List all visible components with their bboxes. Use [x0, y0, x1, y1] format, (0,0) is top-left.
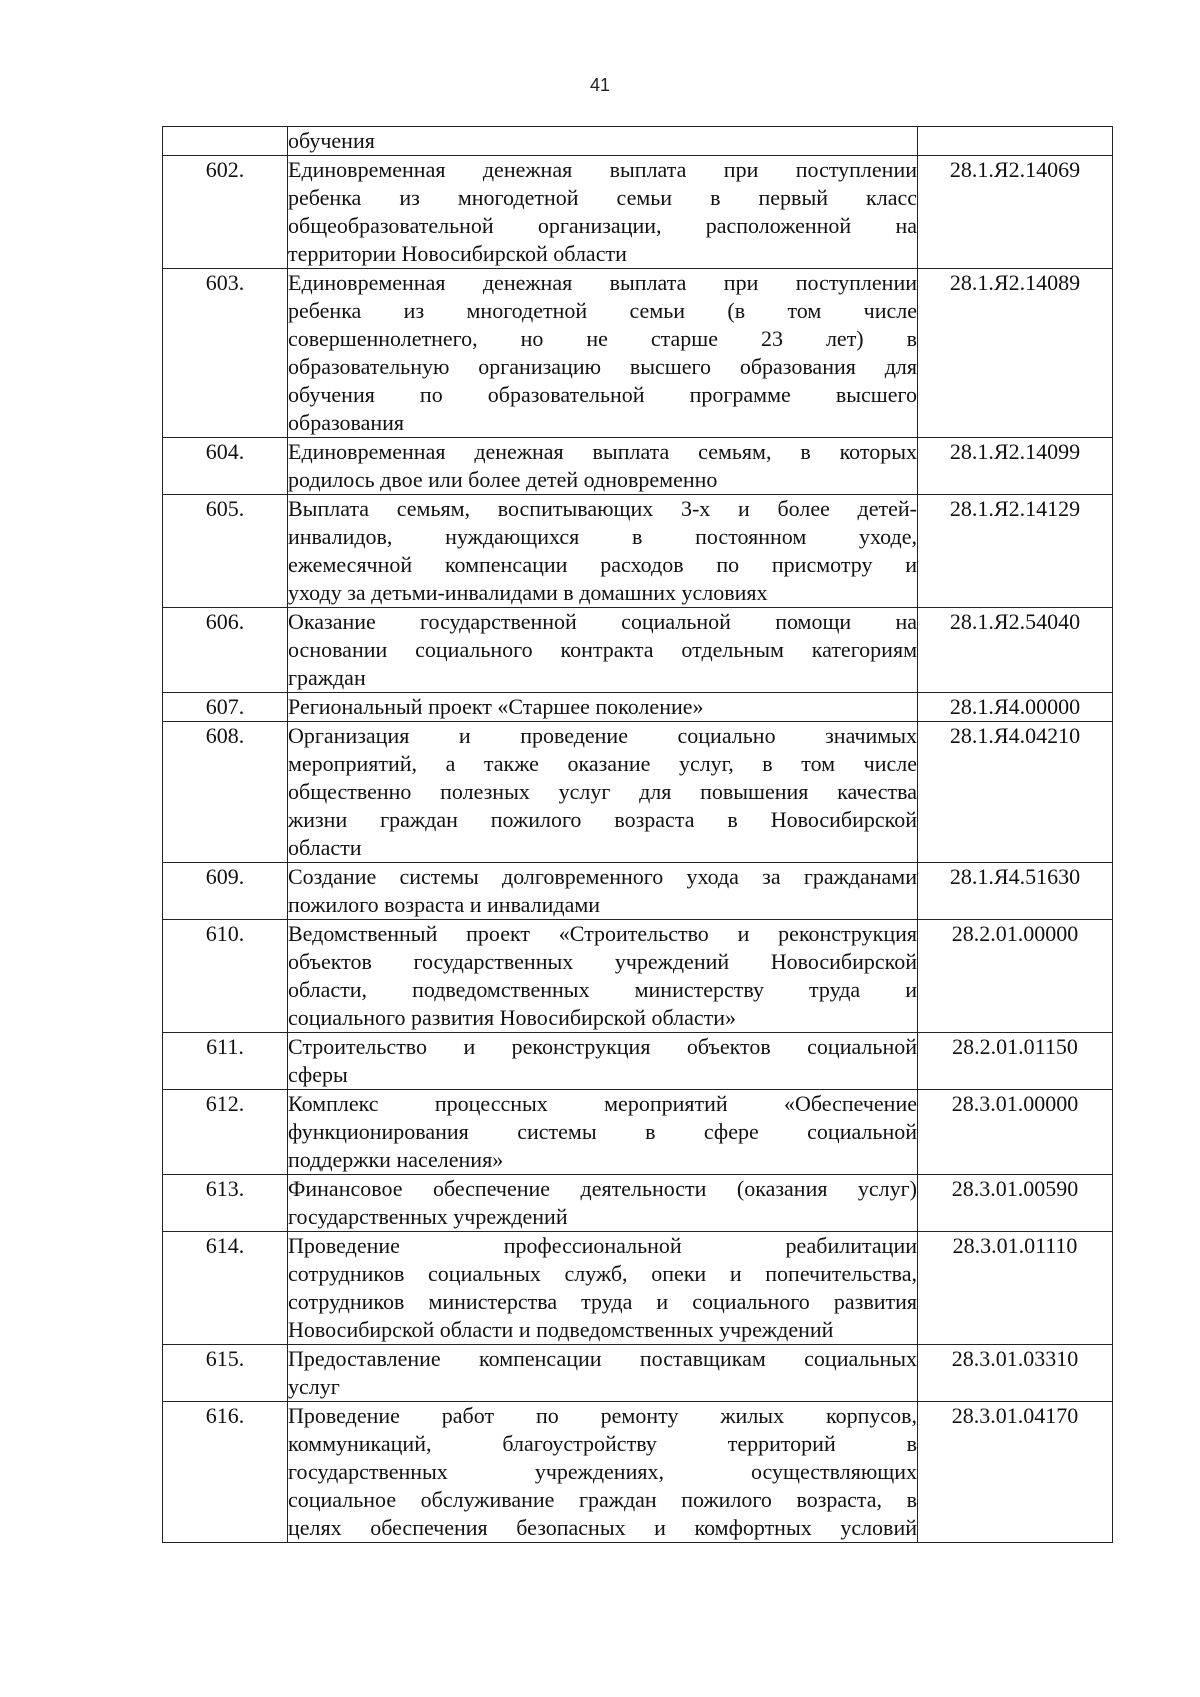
description-line: образования — [288, 410, 405, 435]
row-number — [163, 269, 288, 438]
row-number-text: 613. — [205, 1176, 245, 1201]
description-line: сотрудников социальных служб, опеки и попечительства, — [288, 1261, 917, 1286]
description-line: социальное обслуживание граждан пожилого возраста, в — [288, 1487, 917, 1512]
description-line: поддержки населения» — [288, 1147, 504, 1172]
row-description — [288, 608, 918, 693]
table-row — [163, 1402, 1113, 1543]
table-row — [163, 1232, 1113, 1345]
description-line: Выплата семьям, воспитывающих 3-х и более детей- — [288, 496, 917, 521]
row-number — [163, 1402, 288, 1543]
row-number — [163, 608, 288, 693]
description-line: Единовременная денежная выплата семьям, в которых — [288, 439, 917, 464]
description-line: уходу за детьми-инвалидами в домашних условиях — [288, 580, 768, 605]
description-line: Строительство и реконструкция объектов социальной — [288, 1034, 917, 1059]
row-code: 28.1.Я4.00000 — [918, 693, 1113, 722]
description-line: общеобразовательной организации, расположенной на — [288, 213, 917, 238]
row-number — [163, 693, 288, 722]
description-line: Проведение работ по ремонту жилых корпусов, — [288, 1403, 917, 1428]
row-number-text: 616. — [205, 1403, 245, 1428]
row-number — [163, 156, 288, 269]
description-line: жизни граждан пожилого возраста в Новосибирской — [288, 807, 917, 832]
description-line: Финансовое обеспечение деятельности (оказания услуг) — [288, 1176, 917, 1201]
description-line: социального развития Новосибирской области» — [288, 1005, 736, 1030]
description-line: сферы — [288, 1062, 348, 1087]
row-number-text: 605. — [205, 496, 245, 521]
description-line: общественно полезных услуг для повышения качества — [288, 779, 917, 804]
row-number — [163, 438, 288, 495]
row-code: 28.3.01.00590 — [918, 1175, 1113, 1232]
description-line: коммуникаций, благоустройству территорий в — [288, 1431, 917, 1456]
row-code: 28.3.01.00000 — [918, 1090, 1113, 1175]
row-number — [163, 1175, 288, 1232]
row-description — [288, 863, 918, 920]
row-description — [288, 920, 918, 1033]
row-code: 28.1.Я4.51630 — [918, 863, 1113, 920]
row-number — [163, 127, 288, 156]
table-row — [163, 1175, 1113, 1232]
table-body — [163, 127, 1113, 1543]
description-line: обучения — [288, 128, 375, 153]
row-number — [163, 495, 288, 608]
row-description — [288, 495, 918, 608]
description-line: Новосибирской области и подведомственных учреждений — [288, 1317, 834, 1342]
description-line: ребенка из многодетной семьи в первый класс — [288, 185, 917, 210]
row-description — [288, 1033, 918, 1090]
row-code: 28.1.Я2.14069 — [918, 156, 1113, 269]
description-line: пожилого возраста и инвалидами — [288, 892, 601, 917]
row-code: 28.2.01.01150 — [918, 1033, 1113, 1090]
description-line: мероприятий, а также оказание услуг, в том числе — [288, 751, 917, 776]
description-line: инвалидов, нуждающихся в постоянном уходе, — [288, 524, 917, 549]
row-description — [288, 1345, 918, 1402]
row-number — [163, 722, 288, 863]
row-number-text: 607. — [205, 694, 245, 719]
description-line: Комплекс процессных мероприятий «Обеспечение — [288, 1091, 917, 1116]
row-number-text: 612. — [205, 1091, 245, 1116]
description-line: Региональный проект «Старшее поколение» — [288, 694, 704, 719]
description-line: родилось двое или более детей одновременно — [288, 467, 718, 492]
row-number — [163, 920, 288, 1033]
description-line: Оказание государственной социальной помощи на — [288, 609, 917, 634]
description-line: обучения по образовательной программе высшего — [288, 382, 917, 407]
description-line: государственных учреждениях, осуществляющих — [288, 1459, 917, 1484]
table-row — [163, 693, 1113, 722]
row-description — [288, 269, 918, 438]
row-number — [163, 1033, 288, 1090]
row-number-text: 606. — [205, 609, 245, 634]
row-number-text: 609. — [205, 864, 245, 889]
table-row — [163, 1345, 1113, 1402]
row-number-text: 602. — [205, 157, 245, 182]
row-code: 28.3.01.03310 — [918, 1345, 1113, 1402]
row-code: 28.1.Я2.54040 — [918, 608, 1113, 693]
table-row — [163, 127, 1113, 156]
description-line: образовательную организацию высшего образования для — [288, 354, 917, 379]
description-line: Организация и проведение социально значимых — [288, 723, 917, 748]
description-line: совершеннолетнего, но не старше 23 лет) в — [288, 326, 917, 351]
table-row — [163, 1033, 1113, 1090]
row-description — [288, 438, 918, 495]
table-row — [163, 863, 1113, 920]
row-description — [288, 1232, 918, 1345]
row-number-text: 611. — [206, 1034, 244, 1059]
row-number-text: 603. — [205, 270, 245, 295]
row-code: 28.3.01.04170 — [918, 1402, 1113, 1543]
budget-classification-table — [162, 126, 1113, 1543]
row-description — [288, 1175, 918, 1232]
table-row — [163, 156, 1113, 269]
row-description — [288, 1090, 918, 1175]
row-number-text: 615. — [205, 1346, 245, 1371]
table-row — [163, 495, 1113, 608]
row-code: 28.1.Я4.04210 — [918, 722, 1113, 863]
description-line: государственных учреждений — [288, 1204, 568, 1229]
description-line: Единовременная денежная выплата при поступлении — [288, 270, 917, 295]
table-row — [163, 269, 1113, 438]
row-code: 28.1.Я2.14089 — [918, 269, 1113, 438]
row-number-text: 604. — [205, 439, 245, 464]
row-number — [163, 1090, 288, 1175]
description-line: объектов государственных учреждений Новосибирской — [288, 949, 917, 974]
row-code: 28.3.01.01110 — [918, 1232, 1113, 1345]
row-description — [288, 693, 918, 722]
row-description — [288, 127, 918, 156]
table-row — [163, 920, 1113, 1033]
table-row — [163, 722, 1113, 863]
row-number-text: 610. — [205, 921, 245, 946]
table-row — [163, 608, 1113, 693]
row-description — [288, 1402, 918, 1543]
description-line: области — [288, 835, 362, 860]
description-line: Ведомственный проект «Строительство и реконструкция — [288, 921, 917, 946]
row-number-text: 608. — [205, 723, 245, 748]
description-line: основании социального контракта отдельным категориям — [288, 637, 917, 662]
description-line: ежемесячной компенсации расходов по присмотру и — [288, 552, 917, 577]
description-line: области, подведомственных министерству труда и — [288, 977, 917, 1002]
description-line: Создание системы долговременного ухода за гражданами — [288, 864, 917, 889]
description-line: функционирования системы в сфере социальной — [288, 1119, 917, 1144]
page-number: 41 — [589, 75, 611, 95]
description-line: целях обеспечения безопасных и комфортных условий — [288, 1515, 917, 1540]
description-line: ребенка из многодетной семьи (в том числе — [288, 298, 917, 323]
row-number-text: 614. — [205, 1233, 245, 1258]
row-code: 28.1.Я2.14129 — [918, 495, 1113, 608]
description-line: территории Новосибирской области — [288, 241, 627, 266]
description-line: Единовременная денежная выплата при поступлении — [288, 157, 917, 182]
row-number — [163, 863, 288, 920]
description-line: Предоставление компенсации поставщикам социальных — [288, 1346, 917, 1371]
row-number — [163, 1345, 288, 1402]
description-line: услуг — [288, 1374, 340, 1399]
row-description — [288, 722, 918, 863]
row-code — [918, 127, 1113, 156]
description-line: граждан — [288, 665, 366, 690]
table-row — [163, 438, 1113, 495]
description-line: сотрудников министерства труда и социального развития — [288, 1289, 917, 1314]
description-line: Проведение профессиональной реабилитации — [288, 1233, 917, 1258]
row-description — [288, 156, 918, 269]
row-number — [163, 1232, 288, 1345]
table-row — [163, 1090, 1113, 1175]
row-code: 28.2.01.00000 — [918, 920, 1113, 1033]
row-code: 28.1.Я2.14099 — [918, 438, 1113, 495]
